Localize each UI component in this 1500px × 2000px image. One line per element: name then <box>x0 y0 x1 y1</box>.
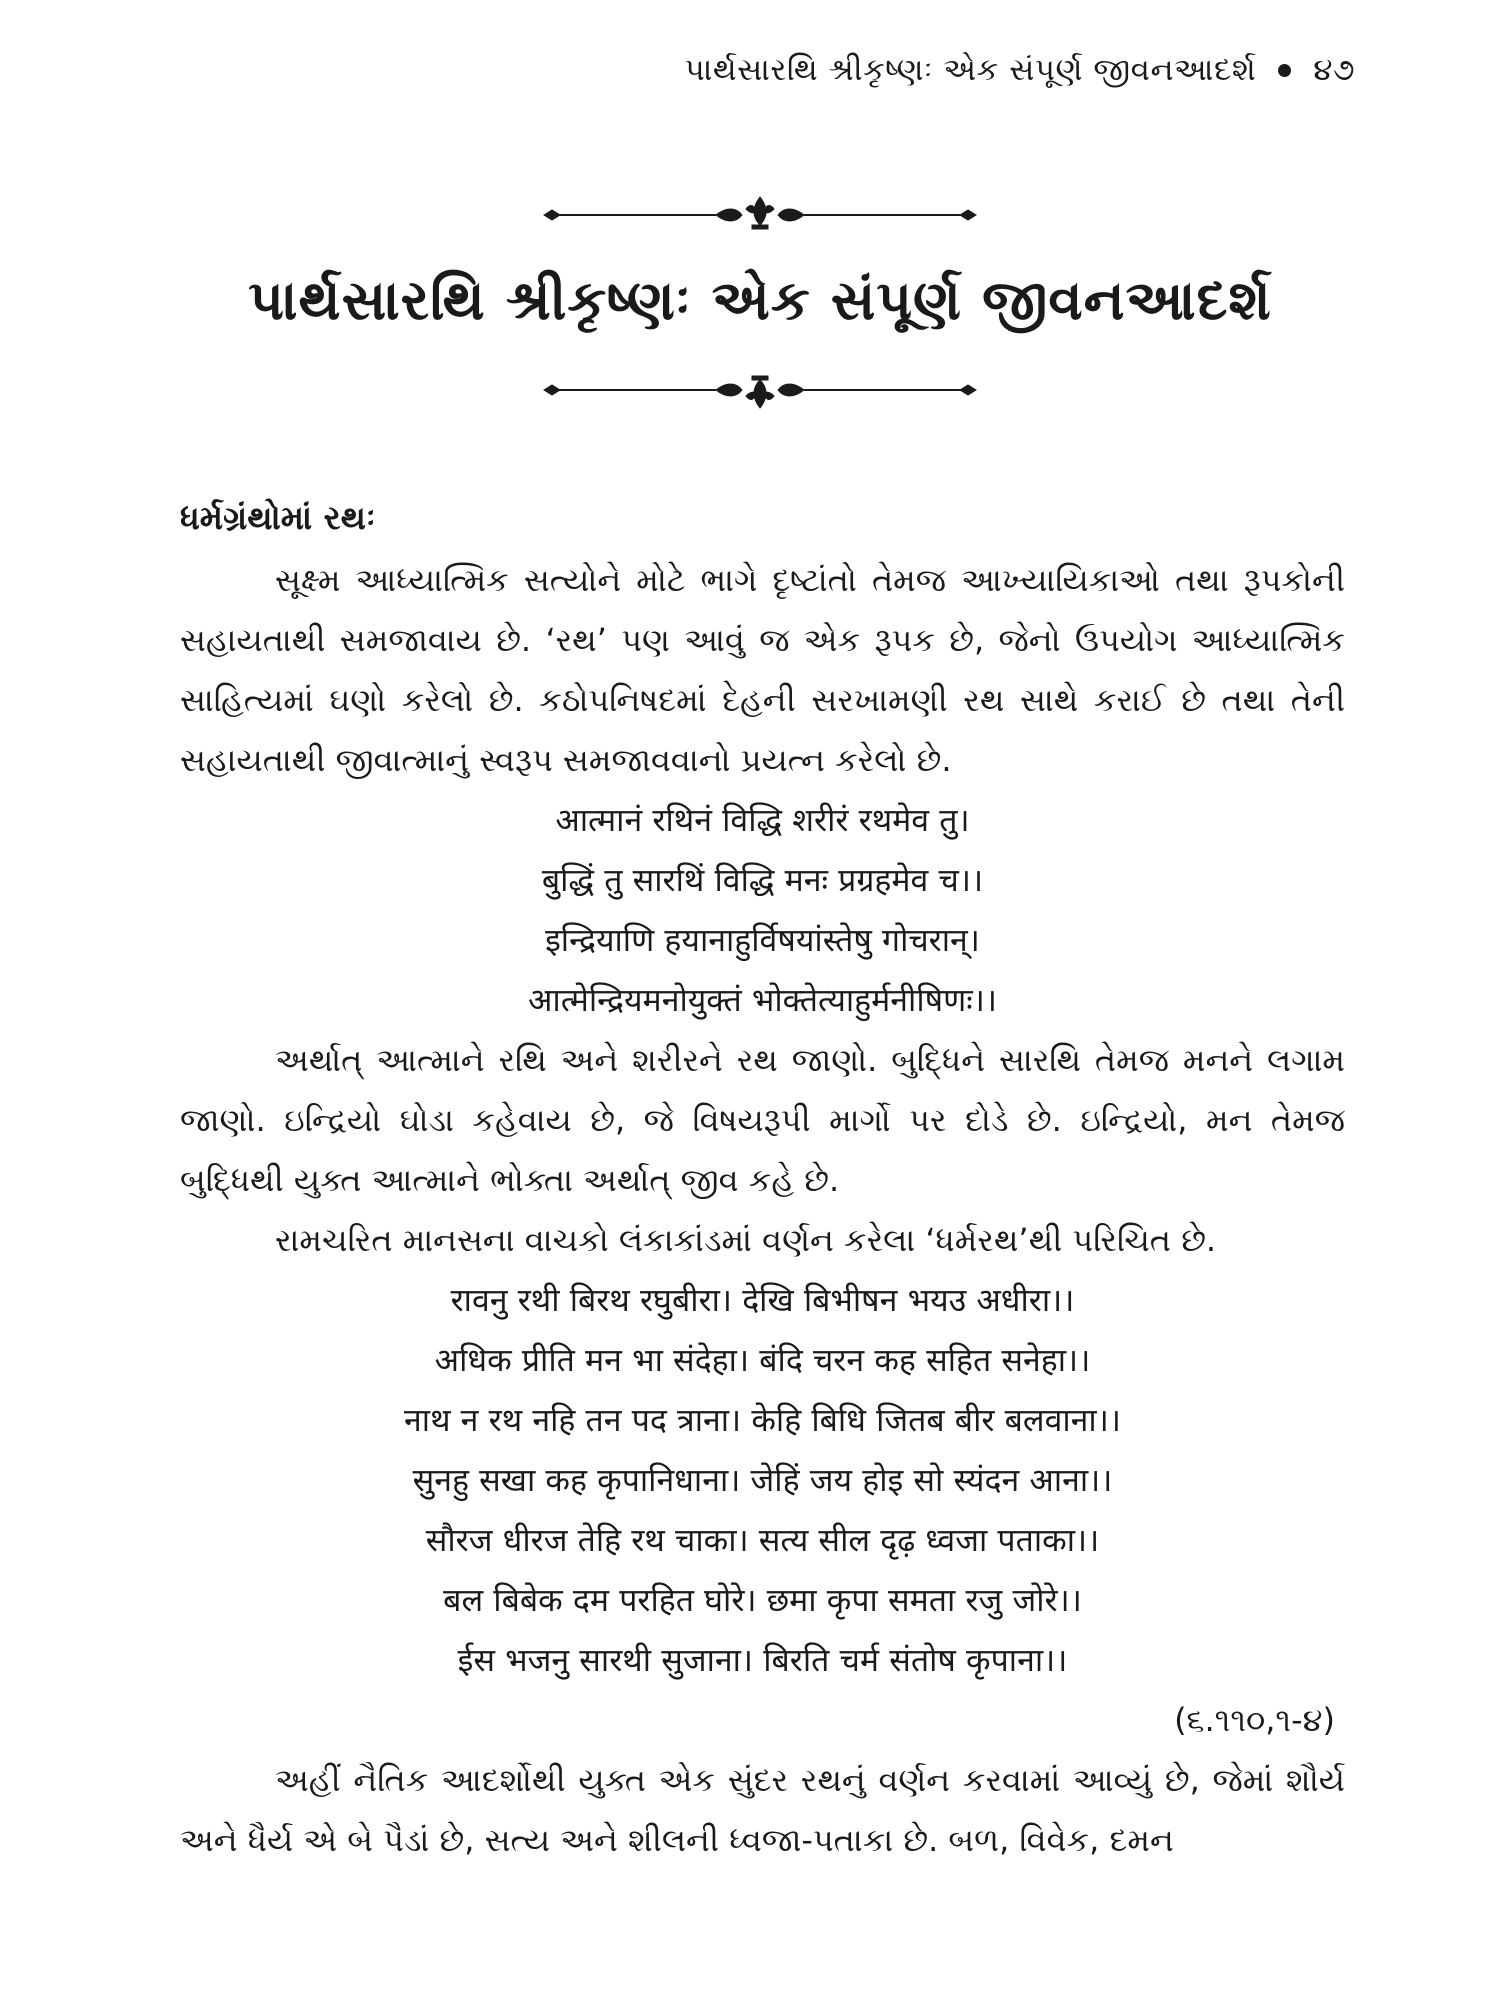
verse-line: बुद्धिं तु सारथिं विद्धि मनः प्रग्रहमेव च।। <box>541 861 984 899</box>
verse-line: आत्मानं रथिनं विद्धि शरीरं रथमेव तु। <box>555 801 970 839</box>
chapter-title: પાર્થસારથિ શ્રીકૃષ્ણઃ એક સંપૂર્ણ જીવનઆદર્શ <box>248 268 1272 332</box>
verse-line: सुनहु सखा कह कृपानिधाना। जेहिं जय होइ सो स्यंदन आना।। <box>412 1461 1113 1499</box>
flourish-divider-top <box>540 195 980 235</box>
verse-line: सौरज धीरज तेहि रथ चाका। सत्य सील दृढ़ ध्वजा पताका।। <box>425 1521 1100 1559</box>
section-heading: ધર્મગ્રંથોમાં રથઃ <box>180 498 376 537</box>
verse-line: आत्मेन्द्रियमनोयुक्तं भोक्तेत्याहुर्मनीषिणः।। <box>528 981 997 1019</box>
verse-kathopanishad <box>180 790 1345 1030</box>
running-header <box>685 52 1355 89</box>
flourish-divider-bottom <box>540 370 980 410</box>
verse-line: इन्द्रियाणि हयानाहुर्विषयांस्तेषु गोचरान्। <box>545 921 980 959</box>
paragraph-dharmaratha: અહીં નૈતિક આદર્શોથી યુક્ત એક સુંદર રથનું વર્ણન કરવામાં આવ્યું છે, જેમાં શૌર્ય અને ધૈર્ય એ બે પૈડાં છે, સત્ય અને શીલની ધ્વજા-પતાકા છે. બળ, વિવેક, દમન <box>180 1761 1345 1859</box>
bullet-icon <box>1278 64 1291 77</box>
running-title: પાર્થસારથિ શ્રીકૃષ્ણઃ એક સંપૂર્ણ જીવનઆદર્શ <box>684 52 1257 88</box>
verse-line: नाथ न रथ नहि तन पद त्राना। केहि बिधि जितब बीर बलवाना।। <box>404 1401 1121 1439</box>
paragraph-intro: સૂક્ષ્મ આધ્યાત્મિક સત્યોને મોટે ભાગે દૃષ્ટાંતો તેમજ આખ્યાયિકાઓ તથા રૂપકોની સહાયતાથી સમજાવાય છે. ‘રથ’ પણ આવું જ એક રૂપક છે, જેનો ઉપયોગ આધ્યાત્મિક સાહિત્યમાં ઘણો કરેલો છે. કઠોપનિષદમાં દેહની સરખામણી રથ સાથે કરાઈ છે તથા તેની સહાયતાથી જીવાત્માનું સ્વરૂપ સમજાવવાનો પ્રયત્ન કરેલો છે. <box>180 561 1345 779</box>
body-text <box>180 488 1345 1870</box>
verse-line: रावनु रथी बिरथ रघुबीरा। देखि बिभीषन भयउ अधीरा।। <box>450 1281 1075 1319</box>
verse-ramcharitmanas <box>180 1270 1345 1690</box>
paragraph-meaning: અર્થાત્ આત્માને રથિ અને શરીરને રથ જાણો. બુદ્ધિને સારથિ તેમજ મનને લગામ જાણો. ઇન્દ્રિયો ઘોડા કહેવાય છે, જે વિષયરૂપી માર્ગો પર દોડે છે. ઇન્દ્રિયો, મન તેમજ બુદ્ધિથી યુક્ત આત્માને ભોક્તા અર્થાત્ જીવ કહે છે. <box>180 1041 1345 1199</box>
verse-line: ईस भजनु सारथी सुजाना। बिरति चर्म संतोष कृपाना।। <box>457 1641 1068 1679</box>
verse-citation: (૬.૧૧૦,૧-૪) <box>1174 1701 1335 1739</box>
verse-line: बल बिबेक दम परहित घोरे। छमा कृपा समता रजु जोरे।। <box>443 1581 1082 1619</box>
paragraph-ramcharit: રામચરિત માનસના વાચકો લંકાકાંડમાં વર્ણન કરેલા ‘ધર્મરથ’થી પરિચિત છે. <box>275 1221 1217 1259</box>
page-number: ૪૭ <box>1313 52 1355 88</box>
verse-line: अधिक प्रीति मन भा संदेहा। बंदि चरन कह सहित सनेहा।। <box>434 1341 1091 1379</box>
